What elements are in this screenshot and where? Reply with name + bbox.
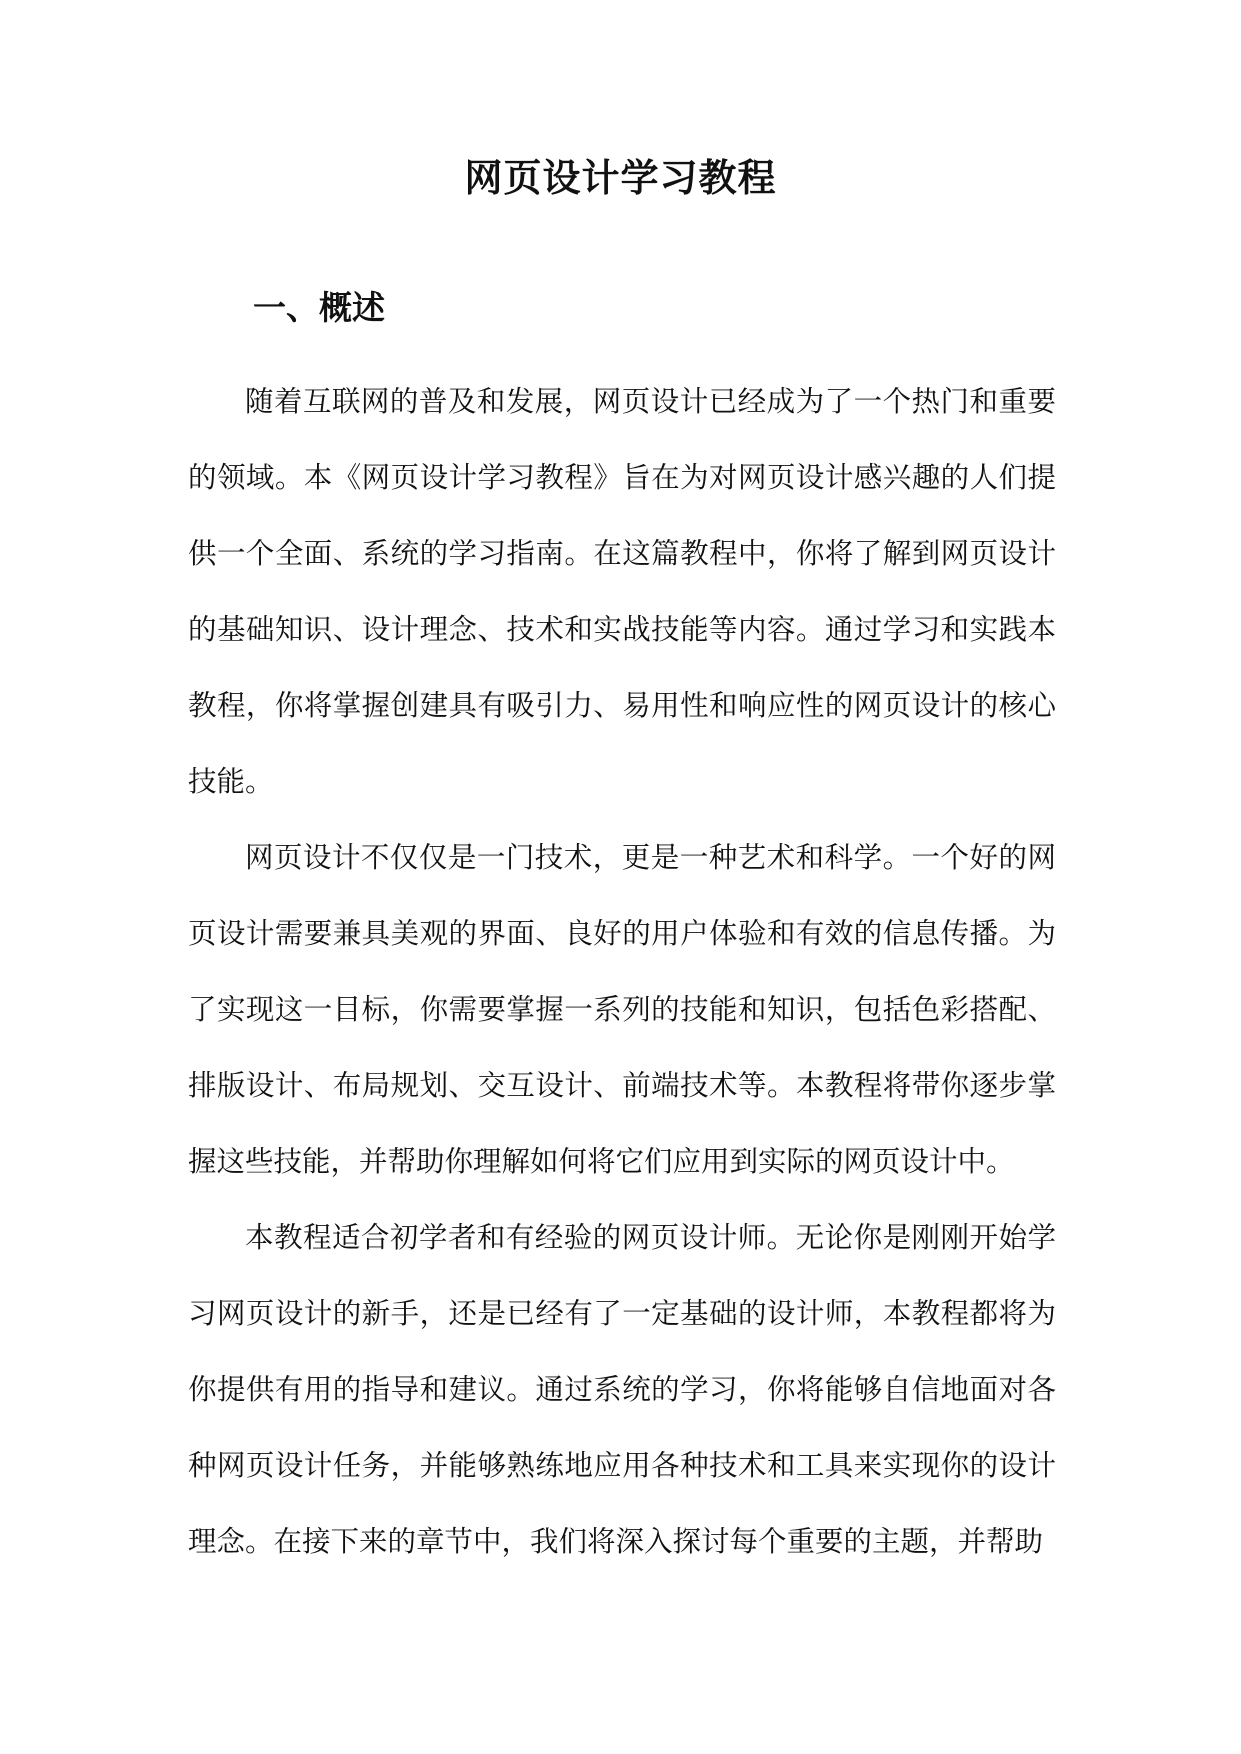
paragraph-2: 网页设计不仅仅是一门技术，更是一种艺术和科学。一个好的网页设计需要兼具美观的界面、良好的用户体验和有效的信息传播。为了实现这一目标，你需要掌握一系列的技能和知识，包括色彩搭配、排版设计、布局规划、交互设计、前端技术等。本教程将带你逐步掌握这些技能，并帮助你理解如何将它们应用到实际的网页设计中。 — [188, 841, 1056, 1178]
document-title: 网页设计学习教程 — [464, 155, 777, 200]
body-text — [188, 364, 1056, 1580]
paragraph-1: 随着互联网的普及和发展，网页设计已经成为了一个热门和重要的领域。本《网页设计学习教程》旨在为对网页设计感兴趣的人们提供一个全面、系统的学习指南。在这篇教程中，你将了解到网页设计的基础知识、设计理念、技术和实战技能等内容。通过学习和实践本教程，你将掌握创建具有吸引力、易用性和响应性的网页设计的核心技能。 — [188, 385, 1056, 798]
paragraph-3: 本教程适合初学者和有经验的网页设计师。无论你是刚刚开始学习网页设计的新手，还是已经有了一定基础的设计师，本教程都将为你提供有用的指导和建议。通过系统的学习，你将能够自信地面对各种网页设计任务，并能够熟练地应用各种技术和工具来实现你的设计理念。在接下来的章节中，我们将深入探讨每个重要的主题，并帮助 — [188, 1221, 1056, 1558]
section-heading-overview: 一、概述 — [253, 288, 385, 327]
